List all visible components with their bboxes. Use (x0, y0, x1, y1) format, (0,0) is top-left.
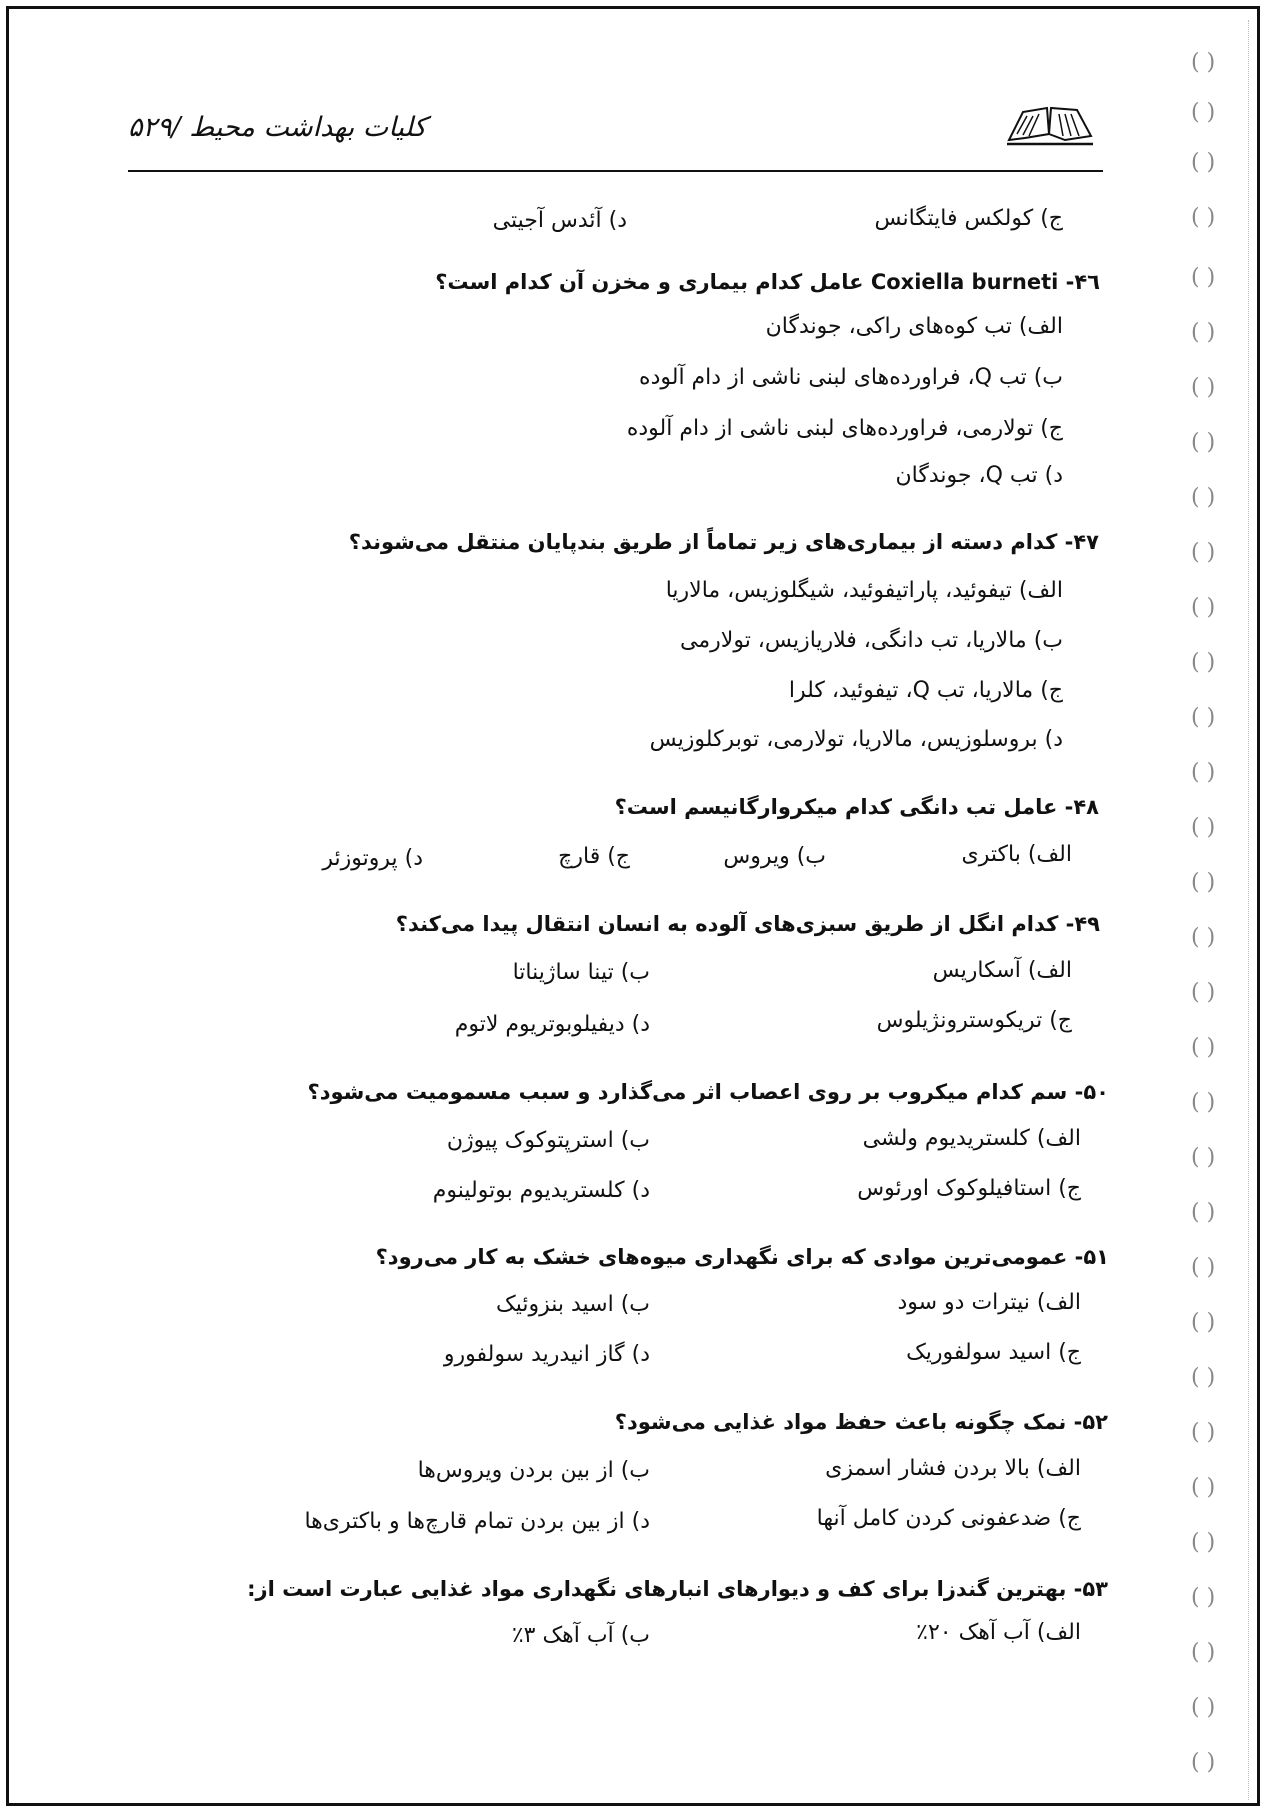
question-46: ۴٦- Coxiella burneti عامل کدام بیماری و مخزن آن کدام است؟ (435, 270, 1100, 294)
q47-option-b: ب) مالاریا، تب دانگی، فلاریازیس، تولارمی (680, 628, 1063, 653)
q48-option-d: د) پروتوزئر (322, 846, 423, 871)
q47-option-c: ج) مالاریا، تب Q، تیفوئید، کلرا (788, 678, 1063, 703)
q50-option-d: د) کلستریدیوم بوتولینوم (432, 1178, 650, 1203)
q46-option-b: ب) تب Q، فراورده‌های لبنی ناشی از دام آلوده (639, 365, 1063, 390)
question-49: ۴٩- کدام انگل از طریق سبزی‌های آلوده به انسان انتقال پیدا می‌کند؟ (395, 912, 1100, 936)
running-header-title: کلیات بهداشت محیط /۵۲۹ (128, 112, 427, 143)
q49-option-a: الف) آسکاریس (932, 958, 1072, 983)
q47-option-d: د) بروسلوزیس، مالاریا، تولارمی، توبرکلوزیس (649, 727, 1063, 752)
q49-option-b: ب) تینا ساژیناتا (512, 960, 650, 985)
q46-option-c: ج) تولارمی، فراورده‌های لبنی ناشی از دام آلوده (626, 416, 1063, 441)
question-48: ۴٨- عامل تب دانگی کدام میکروارگانیسم است؟ (614, 795, 1099, 819)
q46-option-d: د) تب Q، جوندگان (895, 463, 1063, 488)
q51-option-c: ج) اسید سولفوریک (906, 1340, 1081, 1365)
q52-option-b: ب) از بین بردن ویروس‌ها (417, 1458, 650, 1483)
q53-option-a: الف) آب آهک ٢٠٪ (916, 1620, 1081, 1645)
q52-option-c: ج) ضدعفونی کردن کامل آنها (816, 1506, 1081, 1531)
q50-option-a: الف) کلستریدیوم ولشی (862, 1126, 1081, 1151)
q46-option-a: الف) تب کوه‌های راکی، جوندگان (765, 314, 1063, 339)
prev-option-d: د) آئدس آجیتی (492, 208, 627, 233)
q50-option-c: ج) استافیلوکوک اورئوس (857, 1176, 1081, 1201)
q47-option-a: الف) تیفوئید، پاراتیفوئید، شیگلوزیس، مالاریا (665, 578, 1063, 603)
books-logo-icon (1003, 100, 1099, 150)
question-47: ۴٧- کدام دسته از بیماری‌های زیر تماماً از طریق بندپایان منتقل می‌شوند؟ (348, 530, 1099, 554)
question-53: ۵٣- بهترین گندزا برای کف و دیوارهای انبارهای نگهداری مواد غذایی عبارت است از: (247, 1577, 1108, 1601)
q48-option-a: الف) باکتری (961, 842, 1072, 867)
q48-option-c: ج) قارچ (558, 844, 630, 869)
q52-option-d: د) از بین بردن تمام قارچ‌ها و باکتری‌ها (304, 1509, 650, 1534)
q49-option-d: د) دیفیلوبوتریوم لاتوم (454, 1012, 650, 1037)
q48-option-b: ب) ویروس (723, 844, 826, 869)
prev-option-c: ج) کولکس فایتگانس (874, 206, 1063, 231)
perforation-line (1248, 20, 1249, 1800)
header-rule (128, 170, 1103, 172)
q52-option-a: الف) بالا بردن فشار اسمزی (825, 1456, 1081, 1481)
spiral-binding: ( ) ( ) ( ) ( ) ( ) ( ) ( ) ( ) ( ) ( ) ( ) ( ) ( ) ( ) ( ) ( ) ( ) ( ) ( ) ( ) ( ) ( ) ( ) ( ) ( ) ( ) ( ) ( ) ( ) ( ) ( ) ( ) (1191, 50, 1216, 1775)
question-51: ۵١- عمومی‌ترین موادی که برای نگهداری میوه‌های خشک به کار می‌رود؟ (375, 1245, 1109, 1269)
q49-option-c: ج) تریکوسترونژیلوس (876, 1008, 1072, 1033)
q53-option-b: ب) آب آهک ٣٪ (511, 1623, 650, 1648)
question-52: ۵٢- نمک چگونه باعث حفظ مواد غذایی می‌شود؟ (614, 1410, 1108, 1434)
q51-option-b: ب) اسید بنزوئیک (496, 1292, 650, 1317)
q50-option-b: ب) استرپتوکوک پیوژن (446, 1128, 650, 1153)
q51-option-d: د) گاز انیدرید سولفورو (443, 1342, 650, 1367)
q51-option-a: الف) نیترات دو سود (897, 1290, 1081, 1315)
question-50: ۵٠- سم کدام میکروب بر روی اعصاب اثر می‌گذارد و سبب مسمومیت می‌شود؟ (307, 1080, 1109, 1104)
